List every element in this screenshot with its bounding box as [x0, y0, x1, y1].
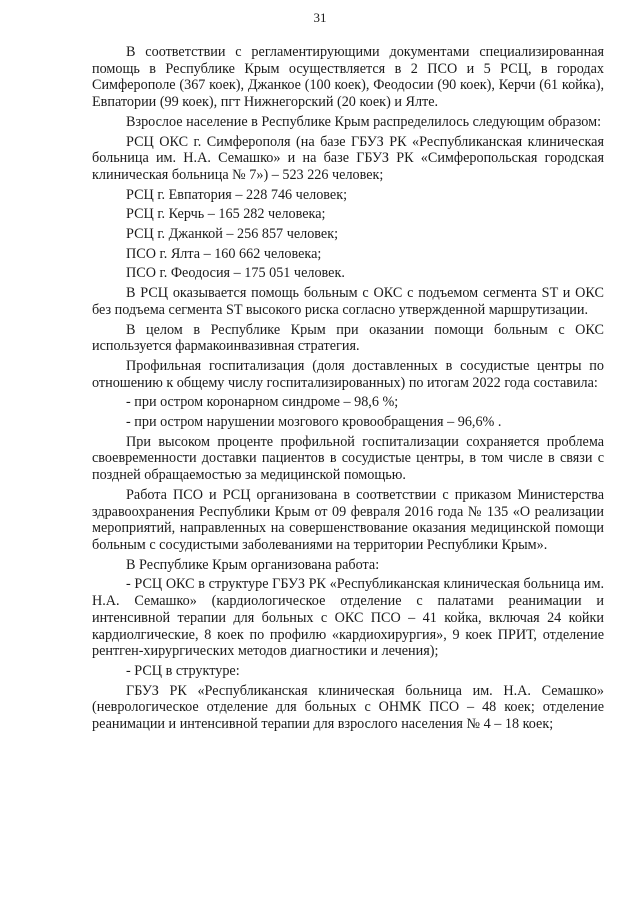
list-item-feodosia: ПСО г. Феодосия – 175 051 человек. [126, 265, 345, 282]
paragraph-rsc-oks-semashko: - РСЦ ОКС в структуре ГБУЗ РК «Республиканская клиническая больница им. Н.А. Семашко» (кардиологическое отделение с палатами реанимации и интенсивной терапии для больных с ОКС ПСО – 41 койка, включая 24 койки кардиолгические, 8 коек по профилю «кардиохирургия», 9 коек ПРИТ, отделение рентген-хирургических методов диагностики и лечения); [92, 576, 604, 660]
list-item-yalta: ПСО г. Ялта – 160 662 человека; [126, 245, 322, 262]
paragraph-order-135: Работа ПСО и РСЦ организована в соответствии с приказом Министерства здравоохранения Республики Крым от 09 февраля 2016 года № 135 «О реализации мероприятий, направленных на совершенствование оказания медицинской помощи больным с сосудистыми заболеваниями на территории Республики Крым». [92, 486, 604, 553]
list-item-rsc-structure: - РСЦ в структуре: [126, 662, 240, 679]
paragraph-profile-hospitalization: Профильная госпитализация (доля доставленных в сосудистые центры по отношению к общему числу госпитализированных) по итогам 2022 года составила: [92, 357, 604, 391]
paragraph-simferopol-rsc: РСЦ ОКС г. Симферополя (на базе ГБУЗ РК «Республиканская клиническая больница им. Н.А. Семашко» и на базе ГБУЗ РК «Симферопольская городская клиническая больница № 7») – 523 226 человек; [92, 133, 604, 183]
paragraph-population-intro: Взрослое население в Республике Крым распределилось следующим образом: [126, 113, 602, 130]
paragraph-specialized-care: В соответствии с регламентирующими документами специализированная помощь в Республике Крым осуществляется в 2 ПСО и 5 РСЦ, в городах Симферополе (367 коек), Джанкое (100 коек), Феодосии (90 коек), Керчи (61 койка), Евпатории (99 коек), пгт Нижнегорский (20 коек) и Ялте. [92, 44, 604, 111]
paragraph-organized-work: В Республике Крым организована работа: [126, 556, 380, 573]
list-item-evpatoria: РСЦ г. Евпатория – 228 746 человек; [126, 186, 348, 203]
paragraph-semashko-neuro: ГБУЗ РК «Республиканская клиническая больница им. Н.А. Семашко» (неврологическое отделение для больных с ОНМК ПСО – 48 коек; отделение реанимации и интенсивной терапии для взрослого населения № 4 – 18 коек; [92, 682, 604, 733]
list-item-acs: - при остром коронарном синдроме – 98,6 %; [126, 394, 399, 411]
list-item-dzhankoy: РСЦ г. Джанкой – 256 857 человек; [126, 226, 339, 243]
document-body [92, 44, 604, 733]
list-item-kerch: РСЦ г. Керчь – 165 282 человека; [126, 206, 326, 223]
paragraph-st-elevation: В РСЦ оказывается помощь больным с ОКС с подъемом сегмента ST и ОКС без подъема сегмента ST высокого риска согласно утвержденной маршрутизации. [92, 285, 604, 318]
list-item-stroke: - при остром нарушении мозгового кровообращения – 96,6% . [126, 414, 502, 431]
paragraph-delivery-problem: При высоком проценте профильной госпитализации сохраняется проблема своевременности доставки пациентов в сосудистые центры, в том числе в связи с поздней обращаемостью за медицинской помощью. [92, 433, 604, 484]
paragraph-pharmacoinvasive: В целом в Республике Крым при оказании помощи больным с ОКС используется фармакоинвазивная стратегия. [92, 321, 604, 355]
page-number: 31 [313, 10, 327, 25]
